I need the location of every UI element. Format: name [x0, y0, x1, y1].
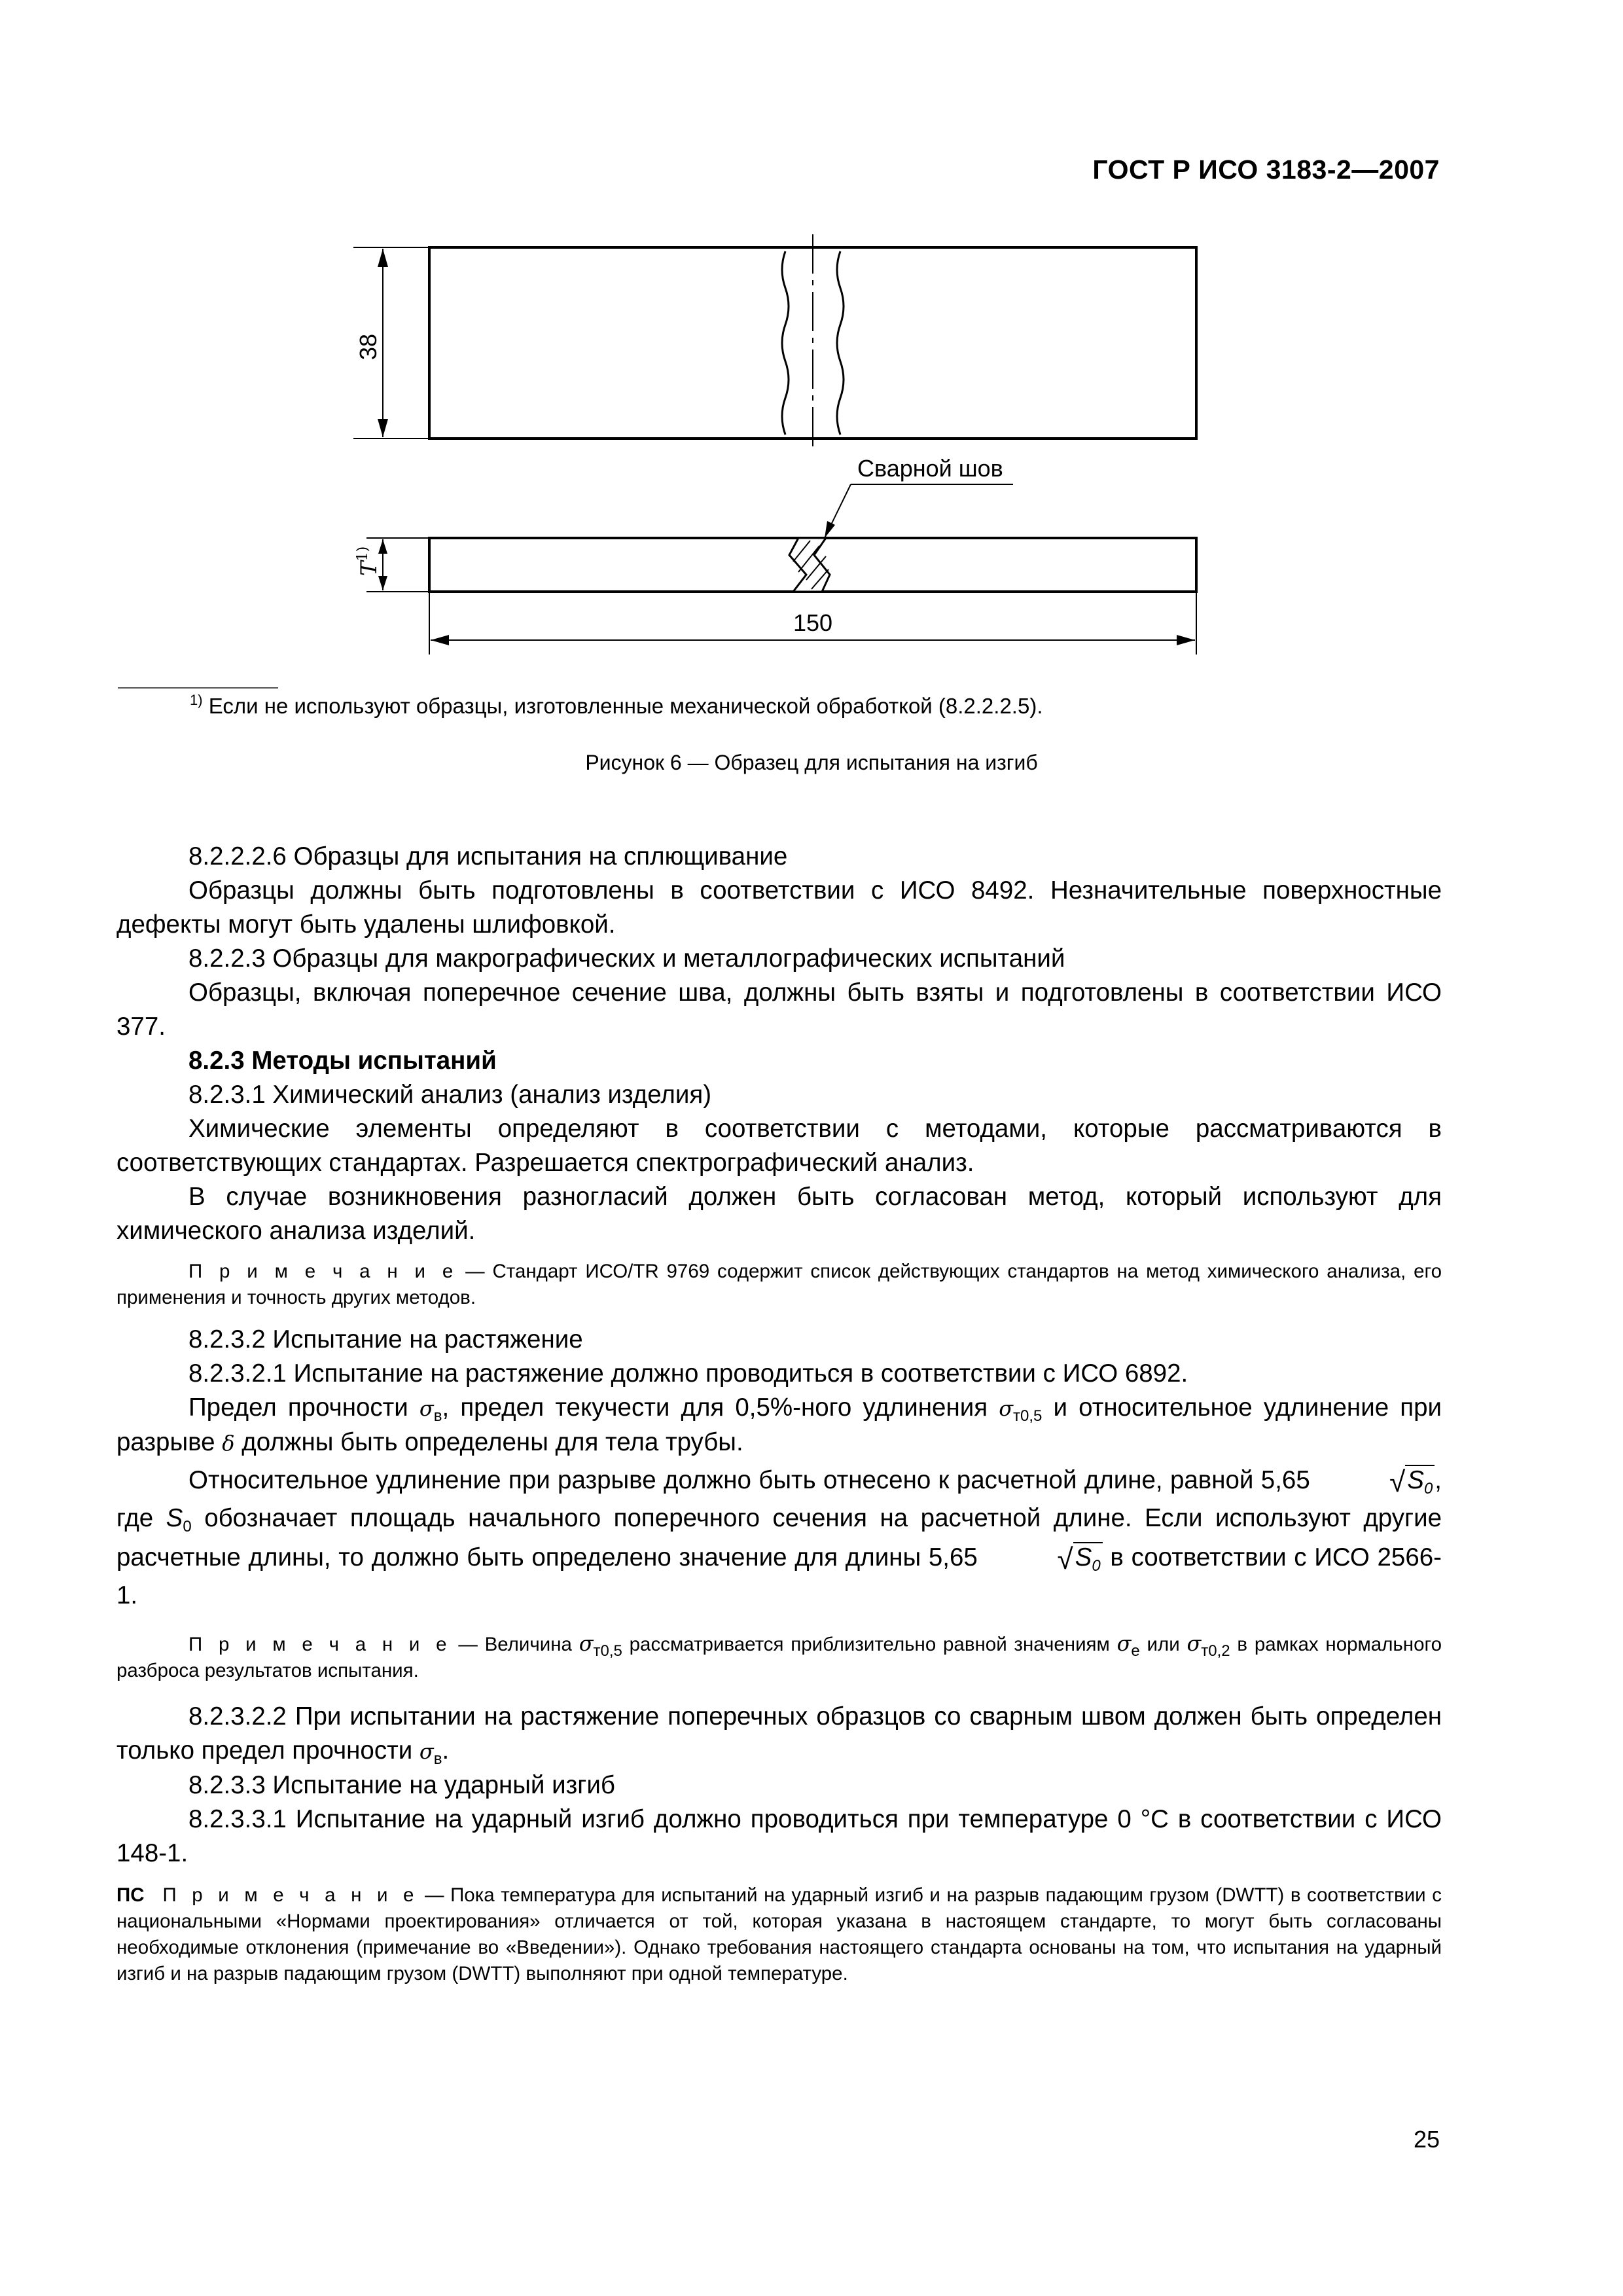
ps-note-impact-test: ПС П р и м е ч а н и е — Пока температура для испытаний на ударный изгиб и на разрыв падающим грузом (DWTT) в соответствии с национальными «Нормами проектирования» отличается от той, которая указана в настоящем стандарте, то могут быть согласованы необходимые отклонения (примечание во «Введении»). Однако требования настоящего стандарта основаны на том, что испытания на ударный изгиб и на разрыв падающим грузом (DWTT) выполняют при одной температуре.	[116, 1884, 1442, 1984]
clause-8-2-3-2-1: 8.2.3.2.1 Испытание на растяжение должно проводиться в соответствии с ИСО 6892.	[188, 1359, 1188, 1388]
figure-footnote	[190, 692, 1043, 721]
paragraph-strength-definitions: Предел прочности $\sigma_в$, предел текучести для 0,5%-ного удлинения $\sigma_{т0,5}$ и относительное удлинение при разрыве δ должны быть определены для тела трубы.	[116, 1393, 1442, 1456]
paragraph: Образцы, включая поперечное сечение шва, должны быть взяты и подготовлены в соответствии ИСО 377.	[116, 978, 1442, 1041]
clause-8-2-3-3: 8.2.3.3 Испытание на ударный изгиб	[188, 1771, 615, 1799]
section-heading-8-2-3: 8.2.3 Методы испытаний	[188, 1047, 497, 1075]
length-dimension-label: 150	[793, 609, 833, 636]
note-yield-strength: П р и м е ч а н и е — Величина $\sigma_{т0,5}$ рассматривается приблизительно равной значениям $\sigma_е$ или $\sigma_{т0,2}$ в рамках нормального разброса результатов испытания.	[116, 1631, 1442, 1681]
weld-boundary-left	[782, 251, 789, 435]
thickness-dimension-label: $T^{1)}$	[355, 546, 382, 576]
bend-test-specimen-figure	[0, 0, 1623, 694]
paragraph: В случае возникновения разногласий должен быть согласован метод, который используют для химического анализа изделий.	[116, 1183, 1442, 1245]
note-chemical-analysis: П р и м е ч а н и е — Стандарт ИСО/TR 9769 содержит список действующих стандартов на метод химического анализа, его применения и точность других методов.	[116, 1261, 1442, 1308]
paragraph-elongation: Относительное удлинение при разрыве должно быть отнесено к расчетной длине, равной 5,65 $√S_0$, где $S_0$ обозначает площадь начального поперечного сечения на расчетной длине. Если используют другие расчетные длины, то должно быть определено значение для длины 5,65 $√S_0$ в соответствии с ИСО 2566-1.	[116, 1466, 1442, 1609]
height-dimension-label: 38	[355, 333, 382, 361]
page-number: 25	[1413, 2126, 1440, 2153]
document-header: ГОСТ Р ИСО 3183-2—2007	[1092, 154, 1440, 185]
clause-8-2-3-1: 8.2.3.1 Химический анализ (анализ изделия)	[188, 1081, 712, 1109]
paragraph: Химические элементы определяют в соответствии с методами, которые рассматриваются в соответствующих стандартах. Разрешается спектрографический анализ.	[116, 1115, 1442, 1177]
paragraph: Образцы должны быть подготовлены в соответствии с ИСО 8492. Незначительные поверхностные дефекты могут быть удалены шлифовкой.	[116, 876, 1442, 939]
clause-8-2-2-3: 8.2.2.3 Образцы для макрографических и металлографических испытаний	[188, 944, 1065, 973]
footnote-rule	[118, 687, 278, 689]
weld-bead	[789, 538, 830, 592]
clause-8-2-3-2: 8.2.3.2 Испытание на растяжение	[188, 1325, 583, 1354]
weld-boundary-right	[837, 251, 844, 435]
footnote-text: Если не используют образцы, изготовленные механической обработкой (8.2.2.2.5).	[208, 694, 1043, 718]
clause-8-2-3-2-2: 8.2.3.2.2 При испытании на растяжение поперечных образцов со сварным швом должен быть определен только предел прочности $\sigma_в$.	[116, 1702, 1442, 1768]
clause-8-2-2-2-6: 8.2.2.2.6 Образцы для испытания на сплющивание	[188, 842, 788, 870]
footnote-mark: 1)	[190, 692, 203, 708]
document-body	[116, 840, 1442, 1987]
figure-caption: Рисунок 6 — Образец для испытания на изгиб	[585, 751, 1038, 774]
weld-label: Сварной шов	[857, 455, 1003, 482]
clause-8-2-3-3-1: 8.2.3.3.1 Испытание на ударный изгиб должно проводиться при температуре 0 °С в соответствии с ИСО 148-1.	[116, 1805, 1442, 1867]
